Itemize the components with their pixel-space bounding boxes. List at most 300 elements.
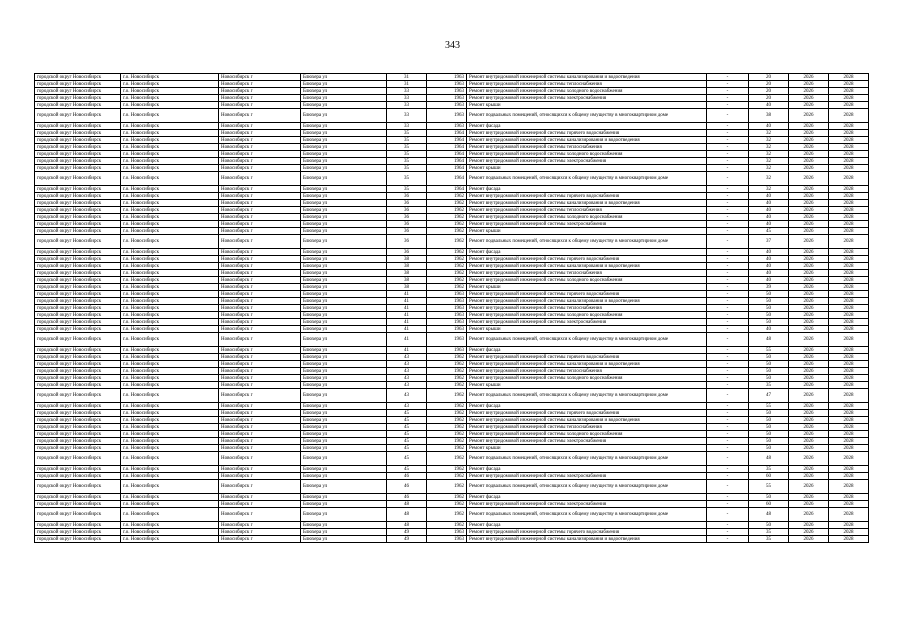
year-end-cell: 2028: [829, 95, 869, 102]
table-row: [35, 207, 869, 214]
municipality-cell: городской округ Новосибирск: [35, 123, 121, 130]
value-cell: 55: [749, 480, 789, 494]
house-cell: 41: [387, 305, 427, 312]
year-end-cell: 2028: [829, 354, 869, 361]
table-row: [35, 333, 869, 347]
work-type-cell: Ремонт подвальных помещений, относящихся к общему имуществу в многоквартирном доме: [467, 452, 707, 466]
municipality-cell: городской округ Новосибирск: [35, 249, 121, 256]
work-type-cell: Ремонт крыши: [467, 165, 707, 172]
table-row: [35, 501, 869, 508]
year-start-cell: 2026: [789, 424, 829, 431]
municipality-cell: городской округ Новосибирск: [35, 235, 121, 249]
value-cell: 40: [749, 326, 789, 333]
municipality-cell: городской округ Новосибирск: [35, 417, 121, 424]
street-cell: Блюхера ул: [301, 144, 387, 151]
work-type-cell: Ремонт внутридомовой инженерной системы горячего водоснабжения: [467, 193, 707, 200]
work-type-cell: Ремонт внутридомовой инженерной системы теплоснабжения: [467, 305, 707, 312]
city-cell: Новосибирск г: [219, 501, 301, 508]
street-cell: Блюхера ул: [301, 88, 387, 95]
house-cell: 41: [387, 298, 427, 305]
dash-cell: -: [707, 529, 749, 536]
municipality-cell: городской округ Новосибирск: [35, 270, 121, 277]
year-start-cell: 2026: [789, 501, 829, 508]
year-start-cell: 2026: [789, 270, 829, 277]
year-end-cell: 2028: [829, 466, 869, 473]
house-cell: 48: [387, 508, 427, 522]
house-cell: 46: [387, 480, 427, 494]
municipality-cell: городской округ Новосибирск: [35, 109, 121, 123]
work-type-cell: Ремонт внутридомовой инженерной системы теплоснабжения: [467, 424, 707, 431]
city-cell: Новосибирск г: [219, 347, 301, 354]
table-row: [35, 522, 869, 529]
city-cell: Новосибирск г: [219, 214, 301, 221]
work-type-cell: Ремонт внутридомовой инженерной системы электроснабжения: [467, 473, 707, 480]
street-cell: Блюхера ул: [301, 207, 387, 214]
dash-cell: -: [707, 480, 749, 494]
year-end-cell: 2028: [829, 536, 869, 543]
district-cell: г.о. Новосибирск: [121, 508, 219, 522]
dash-cell: -: [707, 158, 749, 165]
year-start-cell: 2026: [789, 347, 829, 354]
table-row: [35, 445, 869, 452]
house-cell: 33: [387, 109, 427, 123]
table-row: [35, 109, 869, 123]
year-start-cell: 2026: [789, 102, 829, 109]
city-cell: Новосибирск г: [219, 249, 301, 256]
value-cell: 32: [749, 172, 789, 186]
municipality-cell: городской округ Новосибирск: [35, 207, 121, 214]
municipality-cell: городской округ Новосибирск: [35, 382, 121, 389]
table-row: [35, 410, 869, 417]
value-cell: 50: [749, 494, 789, 501]
city-cell: Новосибирск г: [219, 438, 301, 445]
work-type-cell: Ремонт внутридомовой инженерной системы горячего водоснабжения: [467, 354, 707, 361]
year-cell: 1962: [427, 270, 467, 277]
city-cell: Новосибирск г: [219, 151, 301, 158]
street-cell: Блюхера ул: [301, 270, 387, 277]
year-start-cell: 2026: [789, 277, 829, 284]
year-start-cell: 2026: [789, 172, 829, 186]
table-row: [35, 151, 869, 158]
city-cell: Новосибирск г: [219, 235, 301, 249]
year-cell: 1963: [427, 347, 467, 354]
dash-cell: -: [707, 536, 749, 543]
district-cell: г.о. Новосибирск: [121, 375, 219, 382]
municipality-cell: городской округ Новосибирск: [35, 473, 121, 480]
year-cell: 1962: [427, 508, 467, 522]
year-start-cell: 2026: [789, 389, 829, 403]
city-cell: Новосибирск г: [219, 410, 301, 417]
table-row: [35, 221, 869, 228]
year-cell: 1962: [427, 403, 467, 410]
work-type-cell: Ремонт фасада: [467, 123, 707, 130]
municipality-cell: городской округ Новосибирск: [35, 368, 121, 375]
value-cell: 40: [749, 102, 789, 109]
street-cell: Блюхера ул: [301, 452, 387, 466]
work-type-cell: Ремонт внутридомовой инженерной системы канализирования и водоотведения: [467, 298, 707, 305]
municipality-cell: городской округ Новосибирск: [35, 193, 121, 200]
year-end-cell: 2028: [829, 389, 869, 403]
table-row: [35, 81, 869, 88]
house-cell: 41: [387, 319, 427, 326]
municipality-cell: городской округ Новосибирск: [35, 466, 121, 473]
dash-cell: -: [707, 228, 749, 235]
year-end-cell: 2028: [829, 158, 869, 165]
house-cell: 36: [387, 193, 427, 200]
work-type-cell: Ремонт внутридомовой инженерной системы горячего водоснабжения: [467, 256, 707, 263]
value-cell: 32: [749, 144, 789, 151]
year-end-cell: 2028: [829, 333, 869, 347]
dash-cell: -: [707, 221, 749, 228]
year-start-cell: 2026: [789, 431, 829, 438]
city-cell: Новосибирск г: [219, 466, 301, 473]
work-type-cell: Ремонт внутридомовой инженерной системы холодного водоснабжения: [467, 151, 707, 158]
city-cell: Новосибирск г: [219, 494, 301, 501]
value-cell: 40: [749, 263, 789, 270]
house-cell: 31: [387, 74, 427, 81]
table-row: [35, 480, 869, 494]
house-cell: 43: [387, 389, 427, 403]
table-row: [35, 494, 869, 501]
district-cell: г.о. Новосибирск: [121, 501, 219, 508]
city-cell: Новосибирск г: [219, 473, 301, 480]
city-cell: Новосибирск г: [219, 508, 301, 522]
year-cell: 1964: [427, 158, 467, 165]
dash-cell: -: [707, 151, 749, 158]
dash-cell: -: [707, 249, 749, 256]
street-cell: Блюхера ул: [301, 249, 387, 256]
table-row: [35, 88, 869, 95]
district-cell: г.о. Новосибирск: [121, 256, 219, 263]
city-cell: Новосибирск г: [219, 326, 301, 333]
table-row: [35, 102, 869, 109]
city-cell: Новосибирск г: [219, 200, 301, 207]
city-cell: Новосибирск г: [219, 74, 301, 81]
work-type-cell: Ремонт внутридомовой инженерной системы горячего водоснабжения: [467, 410, 707, 417]
table-row: [35, 193, 869, 200]
year-end-cell: 2028: [829, 207, 869, 214]
year-start-cell: 2026: [789, 130, 829, 137]
year-cell: 1964: [427, 165, 467, 172]
street-cell: Блюхера ул: [301, 494, 387, 501]
work-type-cell: Ремонт внутридомовой инженерной системы горячего водоснабжения: [467, 529, 707, 536]
district-cell: г.о. Новосибирск: [121, 438, 219, 445]
work-type-cell: Ремонт внутридомовой инженерной системы канализирования и водоотведения: [467, 417, 707, 424]
value-cell: 40: [749, 200, 789, 207]
dash-cell: -: [707, 389, 749, 403]
year-cell: 1962: [427, 368, 467, 375]
table-row: [35, 375, 869, 382]
year-cell: 1962: [427, 410, 467, 417]
district-cell: г.о. Новосибирск: [121, 207, 219, 214]
district-cell: г.о. Новосибирск: [121, 235, 219, 249]
year-end-cell: 2028: [829, 270, 869, 277]
work-type-cell: Ремонт подвальных помещений, относящихся к общему имуществу в многоквартирном доме: [467, 172, 707, 186]
street-cell: Блюхера ул: [301, 221, 387, 228]
house-cell: 41: [387, 312, 427, 319]
dash-cell: -: [707, 382, 749, 389]
year-end-cell: 2028: [829, 494, 869, 501]
year-end-cell: 2028: [829, 186, 869, 193]
municipality-cell: городской округ Новосибирск: [35, 284, 121, 291]
house-cell: 45: [387, 438, 427, 445]
street-cell: Блюхера ул: [301, 326, 387, 333]
city-cell: Новосибирск г: [219, 403, 301, 410]
year-start-cell: 2026: [789, 438, 829, 445]
table-row: [35, 158, 869, 165]
house-cell: 35: [387, 151, 427, 158]
street-cell: Блюхера ул: [301, 137, 387, 144]
city-cell: Новосибирск г: [219, 165, 301, 172]
district-cell: г.о. Новосибирск: [121, 431, 219, 438]
year-cell: 1962: [427, 207, 467, 214]
district-cell: г.о. Новосибирск: [121, 186, 219, 193]
year-start-cell: 2026: [789, 522, 829, 529]
street-cell: Блюхера ул: [301, 214, 387, 221]
year-cell: 1962: [427, 228, 467, 235]
value-cell: 32: [749, 151, 789, 158]
district-cell: г.о. Новосибирск: [121, 214, 219, 221]
dash-cell: -: [707, 494, 749, 501]
district-cell: г.о. Новосибирск: [121, 536, 219, 543]
house-cell: 49: [387, 529, 427, 536]
city-cell: Новосибирск г: [219, 277, 301, 284]
work-type-cell: Ремонт крыши: [467, 228, 707, 235]
house-cell: 45: [387, 431, 427, 438]
municipality-cell: городской округ Новосибирск: [35, 214, 121, 221]
district-cell: г.о. Новосибирск: [121, 494, 219, 501]
house-cell: 41: [387, 291, 427, 298]
year-cell: 1962: [427, 473, 467, 480]
year-end-cell: 2028: [829, 291, 869, 298]
municipality-cell: городской округ Новосибирск: [35, 144, 121, 151]
district-cell: г.о. Новосибирск: [121, 109, 219, 123]
house-cell: 33: [387, 102, 427, 109]
capital-repair-table: [34, 73, 869, 543]
year-cell: 1962: [427, 263, 467, 270]
table-body: [35, 74, 869, 543]
municipality-cell: городской округ Новосибирск: [35, 88, 121, 95]
district-cell: г.о. Новосибирск: [121, 158, 219, 165]
municipality-cell: городской округ Новосибирск: [35, 333, 121, 347]
year-start-cell: 2026: [789, 291, 829, 298]
city-cell: Новосибирск г: [219, 298, 301, 305]
street-cell: Блюхера ул: [301, 193, 387, 200]
municipality-cell: городской округ Новосибирск: [35, 452, 121, 466]
year-cell: 1962: [427, 445, 467, 452]
municipality-cell: городской округ Новосибирск: [35, 221, 121, 228]
year-cell: 1962: [427, 361, 467, 368]
street-cell: Блюхера ул: [301, 536, 387, 543]
house-cell: 36: [387, 235, 427, 249]
municipality-cell: городской округ Новосибирск: [35, 319, 121, 326]
city-cell: Новосибирск г: [219, 144, 301, 151]
city-cell: Новосибирск г: [219, 291, 301, 298]
dash-cell: -: [707, 95, 749, 102]
house-cell: 38: [387, 256, 427, 263]
value-cell: 35: [749, 536, 789, 543]
table-row: [35, 529, 869, 536]
table-row: [35, 326, 869, 333]
street-cell: Блюхера ул: [301, 389, 387, 403]
district-cell: г.о. Новосибирск: [121, 445, 219, 452]
street-cell: Блюхера ул: [301, 151, 387, 158]
year-start-cell: 2026: [789, 214, 829, 221]
work-type-cell: Ремонт внутридомовой инженерной системы теплоснабжения: [467, 207, 707, 214]
year-end-cell: 2028: [829, 347, 869, 354]
year-start-cell: 2026: [789, 165, 829, 172]
year-end-cell: 2028: [829, 249, 869, 256]
table-row: [35, 347, 869, 354]
year-end-cell: 2028: [829, 235, 869, 249]
district-cell: г.о. Новосибирск: [121, 312, 219, 319]
work-type-cell: Ремонт внутридомовой инженерной системы холодного водоснабжения: [467, 277, 707, 284]
house-cell: 35: [387, 172, 427, 186]
dash-cell: -: [707, 508, 749, 522]
value-cell: 50: [749, 354, 789, 361]
year-cell: 1963: [427, 95, 467, 102]
street-cell: Блюхера ул: [301, 361, 387, 368]
city-cell: Новосибирск г: [219, 431, 301, 438]
work-type-cell: Ремонт внутридомовой инженерной системы холодного водоснабжения: [467, 375, 707, 382]
year-end-cell: 2028: [829, 298, 869, 305]
value-cell: 47: [749, 389, 789, 403]
street-cell: Блюхера ул: [301, 368, 387, 375]
dash-cell: -: [707, 319, 749, 326]
district-cell: г.о. Новосибирск: [121, 144, 219, 151]
year-cell: 1962: [427, 221, 467, 228]
house-cell: 38: [387, 277, 427, 284]
municipality-cell: городской округ Новосибирск: [35, 438, 121, 445]
dash-cell: -: [707, 144, 749, 151]
house-cell: 45: [387, 452, 427, 466]
house-cell: 45: [387, 466, 427, 473]
dash-cell: -: [707, 326, 749, 333]
street-cell: Блюхера ул: [301, 172, 387, 186]
municipality-cell: городской округ Новосибирск: [35, 375, 121, 382]
value-cell: 35: [749, 382, 789, 389]
table-row: [35, 95, 869, 102]
house-cell: 45: [387, 424, 427, 431]
year-cell: 1962: [427, 431, 467, 438]
city-cell: Новосибирск г: [219, 284, 301, 291]
street-cell: Блюхера ул: [301, 109, 387, 123]
dash-cell: -: [707, 284, 749, 291]
dash-cell: -: [707, 438, 749, 445]
year-cell: 1962: [427, 389, 467, 403]
city-cell: Новосибирск г: [219, 529, 301, 536]
year-end-cell: 2028: [829, 473, 869, 480]
street-cell: Блюхера ул: [301, 277, 387, 284]
district-cell: г.о. Новосибирск: [121, 193, 219, 200]
year-cell: 1964: [427, 130, 467, 137]
district-cell: г.о. Новосибирск: [121, 410, 219, 417]
city-cell: Новосибирск г: [219, 389, 301, 403]
value-cell: 32: [749, 186, 789, 193]
work-type-cell: Ремонт внутридомовой инженерной системы канализирования и водоотведения: [467, 137, 707, 144]
city-cell: Новосибирск г: [219, 522, 301, 529]
municipality-cell: городской округ Новосибирск: [35, 403, 121, 410]
year-start-cell: 2026: [789, 529, 829, 536]
house-cell: 38: [387, 270, 427, 277]
table-row: [35, 368, 869, 375]
page-number: 343: [445, 40, 460, 51]
value-cell: 60: [749, 473, 789, 480]
work-type-cell: Ремонт внутридомовой инженерной системы теплоснабжения: [467, 270, 707, 277]
municipality-cell: городской округ Новосибирск: [35, 277, 121, 284]
dash-cell: -: [707, 501, 749, 508]
dash-cell: -: [707, 277, 749, 284]
year-end-cell: 2028: [829, 382, 869, 389]
street-cell: Блюхера ул: [301, 431, 387, 438]
street-cell: Блюхера ул: [301, 466, 387, 473]
year-end-cell: 2028: [829, 109, 869, 123]
year-end-cell: 2028: [829, 508, 869, 522]
dash-cell: -: [707, 74, 749, 81]
value-cell: 50: [749, 291, 789, 298]
year-end-cell: 2028: [829, 368, 869, 375]
district-cell: г.о. Новосибирск: [121, 368, 219, 375]
street-cell: Блюхера ул: [301, 123, 387, 130]
work-type-cell: Ремонт внутридомовой инженерной системы горячего водоснабжения: [467, 291, 707, 298]
city-cell: Новосибирск г: [219, 207, 301, 214]
house-cell: 43: [387, 354, 427, 361]
street-cell: Блюхера ул: [301, 347, 387, 354]
city-cell: Новосибирск г: [219, 137, 301, 144]
district-cell: г.о. Новосибирск: [121, 221, 219, 228]
dash-cell: -: [707, 361, 749, 368]
table-row: [35, 305, 869, 312]
year-start-cell: 2026: [789, 151, 829, 158]
work-type-cell: Ремонт подвальных помещений, относящихся к общему имуществу в многоквартирном доме: [467, 508, 707, 522]
year-end-cell: 2028: [829, 501, 869, 508]
district-cell: г.о. Новосибирск: [121, 417, 219, 424]
district-cell: г.о. Новосибирск: [121, 347, 219, 354]
street-cell: Блюхера ул: [301, 473, 387, 480]
year-cell: 1964: [427, 186, 467, 193]
value-cell: 40: [749, 277, 789, 284]
street-cell: Блюхера ул: [301, 263, 387, 270]
dash-cell: -: [707, 354, 749, 361]
work-type-cell: Ремонт внутридомовой инженерной системы электроснабжения: [467, 221, 707, 228]
dash-cell: -: [707, 473, 749, 480]
year-start-cell: 2026: [789, 368, 829, 375]
year-start-cell: 2026: [789, 123, 829, 130]
year-cell: 1962: [427, 249, 467, 256]
city-cell: Новосибирск г: [219, 361, 301, 368]
municipality-cell: городской округ Новосибирск: [35, 137, 121, 144]
year-start-cell: 2026: [789, 319, 829, 326]
city-cell: Новосибирск г: [219, 417, 301, 424]
house-cell: 41: [387, 333, 427, 347]
city-cell: Новосибирск г: [219, 480, 301, 494]
street-cell: Блюхера ул: [301, 417, 387, 424]
house-cell: 33: [387, 88, 427, 95]
value-cell: 50: [749, 375, 789, 382]
table-row: [35, 186, 869, 193]
year-cell: 1962: [427, 480, 467, 494]
dash-cell: -: [707, 172, 749, 186]
house-cell: 36: [387, 221, 427, 228]
work-type-cell: Ремонт фасада: [467, 494, 707, 501]
district-cell: г.о. Новосибирск: [121, 165, 219, 172]
dash-cell: -: [707, 291, 749, 298]
table-row: [35, 417, 869, 424]
year-start-cell: 2026: [789, 95, 829, 102]
year-start-cell: 2026: [789, 228, 829, 235]
table-row: [35, 319, 869, 326]
district-cell: г.о. Новосибирск: [121, 249, 219, 256]
